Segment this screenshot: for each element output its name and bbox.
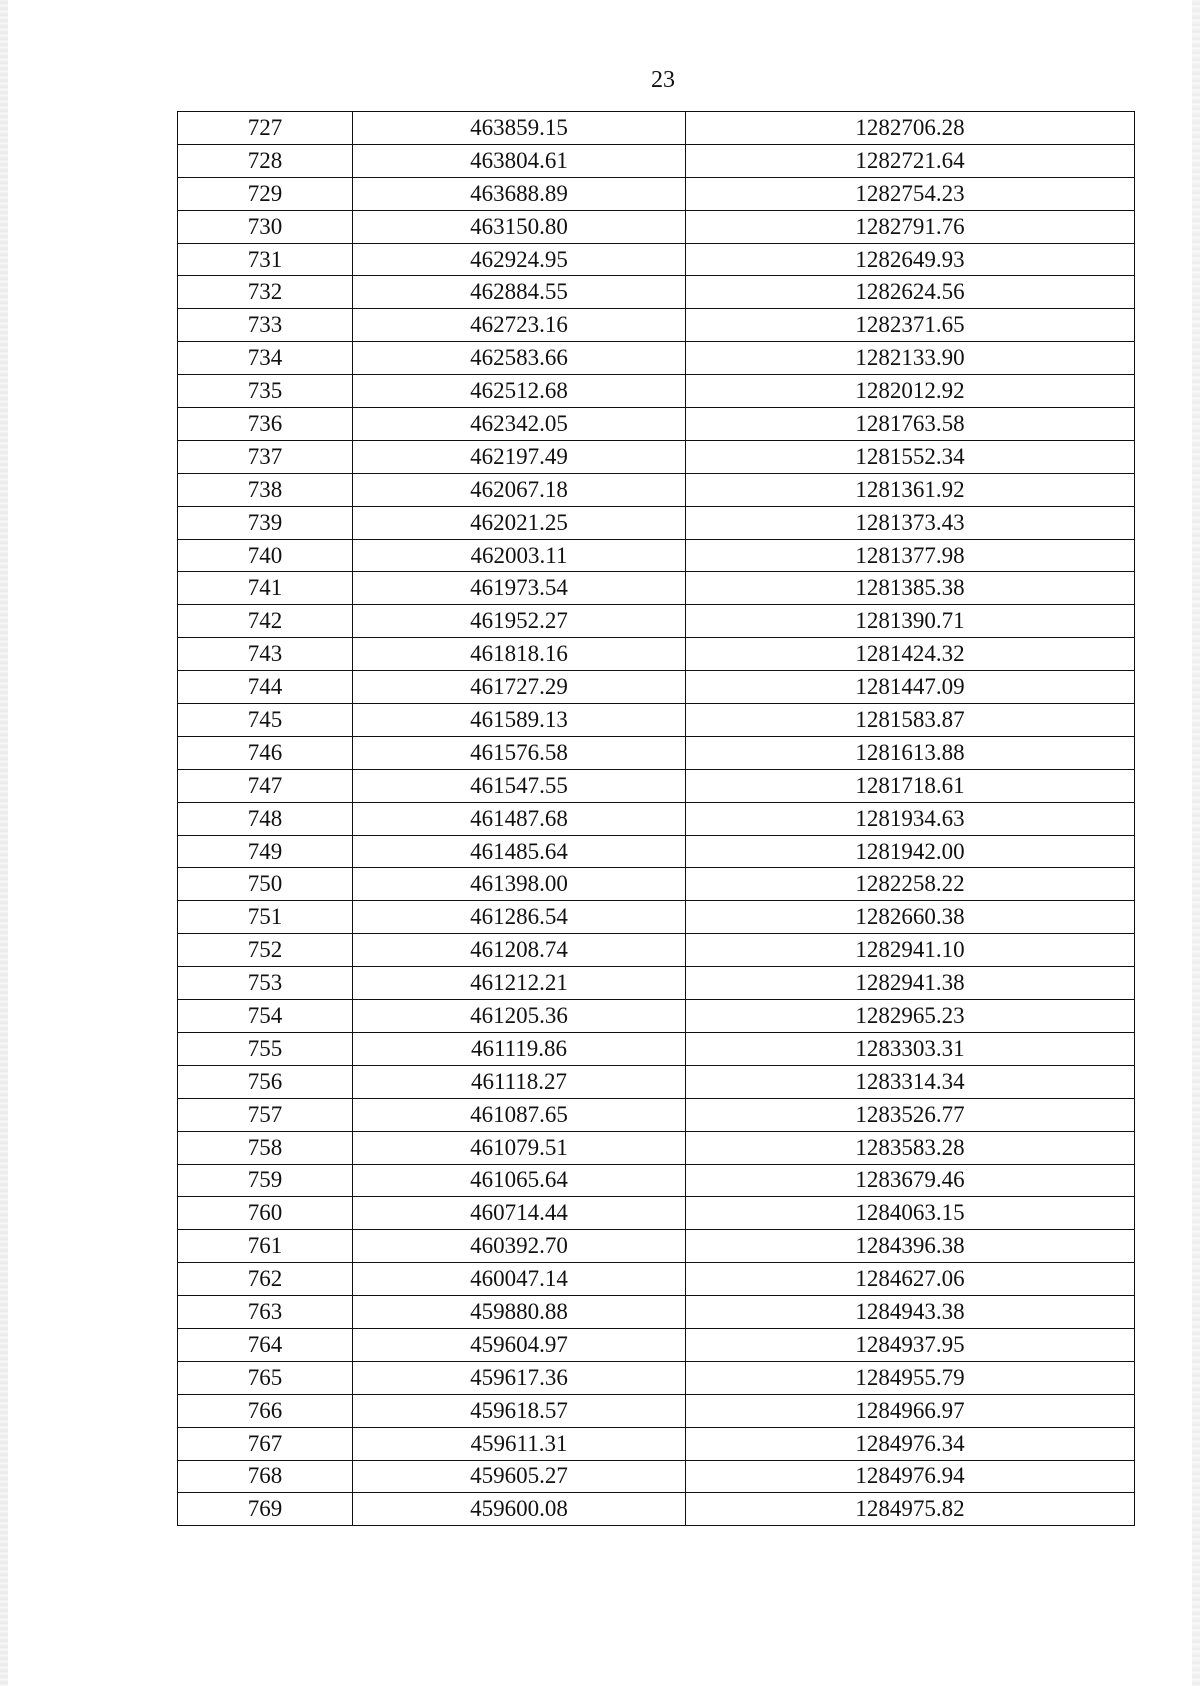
point-number-cell: 761 xyxy=(178,1230,353,1263)
table-row xyxy=(178,1263,1135,1296)
x-coordinate-cell: 460047.14 xyxy=(353,1263,686,1296)
point-number-cell: 755 xyxy=(178,1032,353,1065)
page-number: 23 xyxy=(651,67,675,93)
coordinate-table-container xyxy=(177,111,1131,1526)
x-coordinate-cell: 461952.27 xyxy=(353,605,686,638)
y-coordinate-cell: 1281361.92 xyxy=(686,473,1135,506)
x-coordinate-cell: 461118.27 xyxy=(353,1065,686,1098)
y-coordinate-cell: 1282133.90 xyxy=(686,342,1135,375)
point-number-cell: 733 xyxy=(178,309,353,342)
table-row xyxy=(178,1131,1135,1164)
y-coordinate-cell: 1284976.34 xyxy=(686,1427,1135,1460)
x-coordinate-cell: 461576.58 xyxy=(353,736,686,769)
point-number-cell: 738 xyxy=(178,473,353,506)
point-number-cell: 750 xyxy=(178,868,353,901)
table-row xyxy=(178,309,1135,342)
y-coordinate-cell: 1282941.10 xyxy=(686,934,1135,967)
table-row xyxy=(178,1361,1135,1394)
point-number-cell: 729 xyxy=(178,177,353,210)
x-coordinate-cell: 461973.54 xyxy=(353,572,686,605)
table-row xyxy=(178,1427,1135,1460)
point-number-cell: 741 xyxy=(178,572,353,605)
point-number-cell: 768 xyxy=(178,1460,353,1493)
x-coordinate-cell: 459617.36 xyxy=(353,1361,686,1394)
table-row xyxy=(178,605,1135,638)
point-number-cell: 746 xyxy=(178,736,353,769)
table-row xyxy=(178,1493,1135,1526)
y-coordinate-cell: 1284955.79 xyxy=(686,1361,1135,1394)
y-coordinate-cell: 1282660.38 xyxy=(686,901,1135,934)
point-number-cell: 759 xyxy=(178,1164,353,1197)
table-row xyxy=(178,638,1135,671)
point-number-cell: 732 xyxy=(178,276,353,309)
point-number-cell: 735 xyxy=(178,375,353,408)
point-number-cell: 751 xyxy=(178,901,353,934)
point-number-cell: 766 xyxy=(178,1394,353,1427)
point-number-cell: 767 xyxy=(178,1427,353,1460)
table-row xyxy=(178,408,1135,441)
y-coordinate-cell: 1282965.23 xyxy=(686,1000,1135,1033)
y-coordinate-cell: 1284627.06 xyxy=(686,1263,1135,1296)
table-row xyxy=(178,1328,1135,1361)
y-coordinate-cell: 1281763.58 xyxy=(686,408,1135,441)
x-coordinate-cell: 461119.86 xyxy=(353,1032,686,1065)
x-coordinate-cell: 460714.44 xyxy=(353,1197,686,1230)
y-coordinate-cell: 1284063.15 xyxy=(686,1197,1135,1230)
table-row xyxy=(178,243,1135,276)
y-coordinate-cell: 1282791.76 xyxy=(686,210,1135,243)
table-row xyxy=(178,1394,1135,1427)
y-coordinate-cell: 1281373.43 xyxy=(686,506,1135,539)
x-coordinate-cell: 459604.97 xyxy=(353,1328,686,1361)
y-coordinate-cell: 1282012.92 xyxy=(686,375,1135,408)
table-row xyxy=(178,177,1135,210)
point-number-cell: 760 xyxy=(178,1197,353,1230)
x-coordinate-cell: 462512.68 xyxy=(353,375,686,408)
y-coordinate-cell: 1281390.71 xyxy=(686,605,1135,638)
x-coordinate-cell: 461212.21 xyxy=(353,967,686,1000)
point-number-cell: 756 xyxy=(178,1065,353,1098)
y-coordinate-cell: 1281424.32 xyxy=(686,638,1135,671)
x-coordinate-cell: 462342.05 xyxy=(353,408,686,441)
point-number-cell: 769 xyxy=(178,1493,353,1526)
x-coordinate-cell: 461208.74 xyxy=(353,934,686,967)
x-coordinate-cell: 460392.70 xyxy=(353,1230,686,1263)
coordinate-table-body xyxy=(178,112,1135,1526)
table-row xyxy=(178,572,1135,605)
point-number-cell: 753 xyxy=(178,967,353,1000)
x-coordinate-cell: 461079.51 xyxy=(353,1131,686,1164)
point-number-cell: 745 xyxy=(178,704,353,737)
point-number-cell: 752 xyxy=(178,934,353,967)
y-coordinate-cell: 1282941.38 xyxy=(686,967,1135,1000)
table-row xyxy=(178,1000,1135,1033)
point-number-cell: 744 xyxy=(178,671,353,704)
table-row xyxy=(178,1098,1135,1131)
point-number-cell: 730 xyxy=(178,210,353,243)
table-row xyxy=(178,967,1135,1000)
point-number-cell: 749 xyxy=(178,835,353,868)
y-coordinate-cell: 1284976.94 xyxy=(686,1460,1135,1493)
x-coordinate-cell: 462583.66 xyxy=(353,342,686,375)
x-coordinate-cell: 463859.15 xyxy=(353,112,686,145)
table-row xyxy=(178,934,1135,967)
y-coordinate-cell: 1282258.22 xyxy=(686,868,1135,901)
table-row xyxy=(178,144,1135,177)
y-coordinate-cell: 1281942.00 xyxy=(686,835,1135,868)
y-coordinate-cell: 1282754.23 xyxy=(686,177,1135,210)
point-number-cell: 742 xyxy=(178,605,353,638)
point-number-cell: 731 xyxy=(178,243,353,276)
table-row xyxy=(178,1032,1135,1065)
y-coordinate-cell: 1283679.46 xyxy=(686,1164,1135,1197)
x-coordinate-cell: 459600.08 xyxy=(353,1493,686,1526)
point-number-cell: 757 xyxy=(178,1098,353,1131)
x-coordinate-cell: 463150.80 xyxy=(353,210,686,243)
x-coordinate-cell: 461485.64 xyxy=(353,835,686,868)
x-coordinate-cell: 462003.11 xyxy=(353,539,686,572)
table-row xyxy=(178,1197,1135,1230)
x-coordinate-cell: 461547.55 xyxy=(353,769,686,802)
x-coordinate-cell: 462021.25 xyxy=(353,506,686,539)
point-number-cell: 763 xyxy=(178,1296,353,1329)
y-coordinate-cell: 1284937.95 xyxy=(686,1328,1135,1361)
table-row xyxy=(178,835,1135,868)
table-row xyxy=(178,539,1135,572)
x-coordinate-cell: 462924.95 xyxy=(353,243,686,276)
x-coordinate-cell: 461727.29 xyxy=(353,671,686,704)
y-coordinate-cell: 1283583.28 xyxy=(686,1131,1135,1164)
y-coordinate-cell: 1284966.97 xyxy=(686,1394,1135,1427)
point-number-cell: 748 xyxy=(178,802,353,835)
x-coordinate-cell: 461818.16 xyxy=(353,638,686,671)
x-coordinate-cell: 462884.55 xyxy=(353,276,686,309)
y-coordinate-cell: 1282721.64 xyxy=(686,144,1135,177)
point-number-cell: 764 xyxy=(178,1328,353,1361)
point-number-cell: 743 xyxy=(178,638,353,671)
x-coordinate-cell: 461286.54 xyxy=(353,901,686,934)
y-coordinate-cell: 1282371.65 xyxy=(686,309,1135,342)
y-coordinate-cell: 1283303.31 xyxy=(686,1032,1135,1065)
y-coordinate-cell: 1281583.87 xyxy=(686,704,1135,737)
coordinate-table xyxy=(177,111,1135,1526)
table-row xyxy=(178,868,1135,901)
table-row xyxy=(178,1230,1135,1263)
x-coordinate-cell: 461398.00 xyxy=(353,868,686,901)
point-number-cell: 758 xyxy=(178,1131,353,1164)
point-number-cell: 728 xyxy=(178,144,353,177)
table-row xyxy=(178,704,1135,737)
x-coordinate-cell: 461065.64 xyxy=(353,1164,686,1197)
x-coordinate-cell: 459618.57 xyxy=(353,1394,686,1427)
scan-edge-left xyxy=(0,0,8,1686)
x-coordinate-cell: 459611.31 xyxy=(353,1427,686,1460)
x-coordinate-cell: 461589.13 xyxy=(353,704,686,737)
x-coordinate-cell: 461487.68 xyxy=(353,802,686,835)
table-row xyxy=(178,671,1135,704)
x-coordinate-cell: 459880.88 xyxy=(353,1296,686,1329)
x-coordinate-cell: 459605.27 xyxy=(353,1460,686,1493)
table-row xyxy=(178,473,1135,506)
y-coordinate-cell: 1282649.93 xyxy=(686,243,1135,276)
point-number-cell: 754 xyxy=(178,1000,353,1033)
point-number-cell: 739 xyxy=(178,506,353,539)
y-coordinate-cell: 1282706.28 xyxy=(686,112,1135,145)
x-coordinate-cell: 461087.65 xyxy=(353,1098,686,1131)
table-row xyxy=(178,210,1135,243)
table-row xyxy=(178,736,1135,769)
table-row xyxy=(178,112,1135,145)
x-coordinate-cell: 462067.18 xyxy=(353,473,686,506)
table-row xyxy=(178,802,1135,835)
table-row xyxy=(178,1065,1135,1098)
point-number-cell: 740 xyxy=(178,539,353,572)
x-coordinate-cell: 461205.36 xyxy=(353,1000,686,1033)
point-number-cell: 734 xyxy=(178,342,353,375)
y-coordinate-cell: 1284943.38 xyxy=(686,1296,1135,1329)
y-coordinate-cell: 1281718.61 xyxy=(686,769,1135,802)
table-row xyxy=(178,506,1135,539)
table-row xyxy=(178,769,1135,802)
x-coordinate-cell: 462197.49 xyxy=(353,440,686,473)
point-number-cell: 727 xyxy=(178,112,353,145)
point-number-cell: 762 xyxy=(178,1263,353,1296)
table-row xyxy=(178,375,1135,408)
y-coordinate-cell: 1284975.82 xyxy=(686,1493,1135,1526)
y-coordinate-cell: 1283526.77 xyxy=(686,1098,1135,1131)
table-row xyxy=(178,1460,1135,1493)
table-row xyxy=(178,276,1135,309)
table-row xyxy=(178,901,1135,934)
x-coordinate-cell: 462723.16 xyxy=(353,309,686,342)
point-number-cell: 736 xyxy=(178,408,353,441)
point-number-cell: 737 xyxy=(178,440,353,473)
x-coordinate-cell: 463804.61 xyxy=(353,144,686,177)
scan-edge-right xyxy=(1192,0,1200,1686)
point-number-cell: 765 xyxy=(178,1361,353,1394)
y-coordinate-cell: 1281377.98 xyxy=(686,539,1135,572)
y-coordinate-cell: 1281447.09 xyxy=(686,671,1135,704)
y-coordinate-cell: 1284396.38 xyxy=(686,1230,1135,1263)
y-coordinate-cell: 1281552.34 xyxy=(686,440,1135,473)
point-number-cell: 747 xyxy=(178,769,353,802)
table-row xyxy=(178,342,1135,375)
y-coordinate-cell: 1282624.56 xyxy=(686,276,1135,309)
x-coordinate-cell: 463688.89 xyxy=(353,177,686,210)
y-coordinate-cell: 1283314.34 xyxy=(686,1065,1135,1098)
y-coordinate-cell: 1281613.88 xyxy=(686,736,1135,769)
table-row xyxy=(178,1296,1135,1329)
table-row xyxy=(178,440,1135,473)
table-row xyxy=(178,1164,1135,1197)
y-coordinate-cell: 1281385.38 xyxy=(686,572,1135,605)
y-coordinate-cell: 1281934.63 xyxy=(686,802,1135,835)
